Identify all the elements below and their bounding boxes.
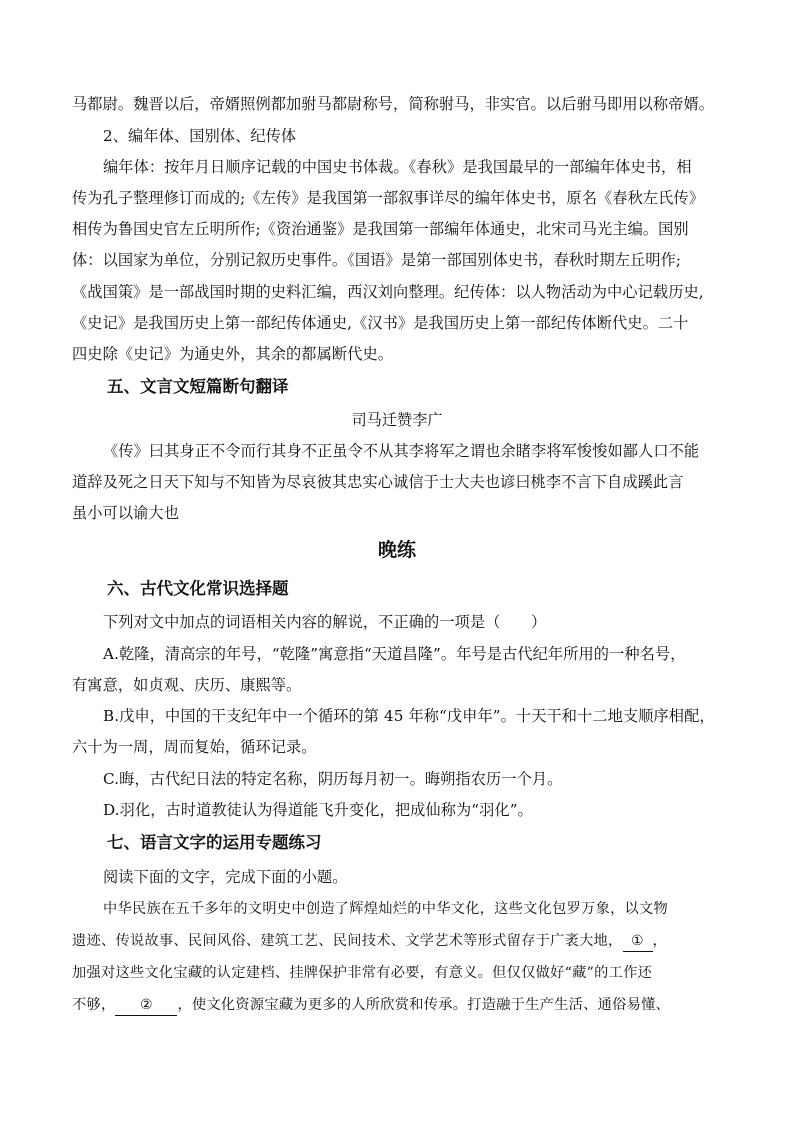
text-line: 编年体：按年月日顺序记载的中国史书体裁。《春秋》是我国最早的一部编年体史书，相	[103, 158, 692, 176]
passage-line	[72, 931, 722, 952]
text-line: 四史除《史记》为通史外，其余的都属断代史。	[72, 345, 394, 363]
text-line: 道辞及死之日天下知与不知皆为尽哀彼其忠实心诚信于士大夫也谚曰桃李不言下自成蹊此言	[72, 473, 684, 491]
option-c: C.晦，古代纪日法的特定名称，阴历每月初一。晦朔指农历一个月。	[103, 770, 563, 788]
passage-line	[72, 995, 722, 1016]
text-line: 体：以国家为单位，分别记叙历史事件。《国语》是第一部国别体史书，春秋时期左丘明作;	[72, 251, 682, 269]
question-stem: 下列对文中加点的词语相关内容的解说，不正确的一项是（ ）	[103, 613, 547, 631]
passage-line: 中华民族在五千多年的文明史中创造了辉煌灿烂的中华文化，这些文化包罗万象，以文物	[103, 901, 669, 917]
option-a: A.乾隆，清高宗的年号，“乾隆”寓意指“天道昌隆”。年号是古代纪年所用的一种名号，	[103, 645, 686, 663]
blank-1: ①	[623, 931, 653, 952]
page-title: 晚练	[377, 539, 416, 561]
text-line: 《史记》是我国历史上第一部纪传体通史,《汉书》是我国历史上第一部纪传体断代史。二十	[72, 314, 689, 332]
option-a-cont: 有寓意，如贞观、庆历、康熙等。	[72, 676, 302, 694]
passage-text: 不够，	[72, 997, 116, 1013]
passage-text: ，	[652, 933, 668, 949]
item-heading: 2、编年体、国别体、纪传体	[103, 127, 297, 145]
passage-title: 司马迁赞李广	[351, 411, 443, 429]
blank-2: ②	[115, 995, 177, 1016]
option-b-cont: 六十为一周，周而复始，循环记录。	[72, 738, 317, 756]
section-heading: 七、语言文字的运用专题练习	[107, 833, 322, 852]
text-line: 相传为鲁国史官左丘明所作;《资治通鉴》是我国第一部编年体通史，北宋司马光主编。国别	[72, 220, 689, 238]
option-b: B.戊申，中国的干支纪年中一个循环的第 45 年称“戊申年”。十天干和十二地支顺序相配，	[103, 707, 715, 725]
text-line: 虽小可以谕大也	[72, 504, 180, 522]
text-line: 马都尉。魏晋以后，帝婿照例都加驸马都尉称号，简称驸马，非实官。以后驸马即用以称帝婿。	[72, 95, 715, 113]
section-heading: 五、文言文短篇断句翻译	[107, 377, 289, 396]
section-heading: 六、古代文化常识选择题	[107, 579, 289, 598]
option-d: D.羽化，古时道教徒认为得道能飞升变化，把成仙称为“羽化”。	[103, 801, 533, 819]
text-line: 传为孔子整理修订而成的;《左传》是我国第一部叙事详尽的编年体史书，原名《春秋左氏传》	[72, 189, 705, 207]
passage-line: 加强对这些文化宝藏的认定建档、挂牌保护非常有必要，有意义。但仅仅做好“藏”的工作还	[72, 965, 653, 981]
instruction-text: 阅读下面的文字，完成下面的小题。	[103, 868, 348, 886]
passage-text: 遗迹、传说故事、民间风俗、建筑工艺、民间技术、文学艺术等形式留存于广袤大地，	[72, 933, 623, 949]
text-line: 《战国策》是一部战国时期的史料汇编，西汉刘向整理。纪传体：以人物活动为中心记载历史,	[72, 283, 704, 301]
text-line: 《传》曰其身正不令而行其身不正虽令不从其李将军之谓也余睹李将军悛悛如鄙人口不能	[103, 442, 700, 460]
passage-text: ，使文化资源宝藏为更多的人所欣赏和传承。打造融于生产生活、通俗易懂、	[177, 997, 671, 1013]
